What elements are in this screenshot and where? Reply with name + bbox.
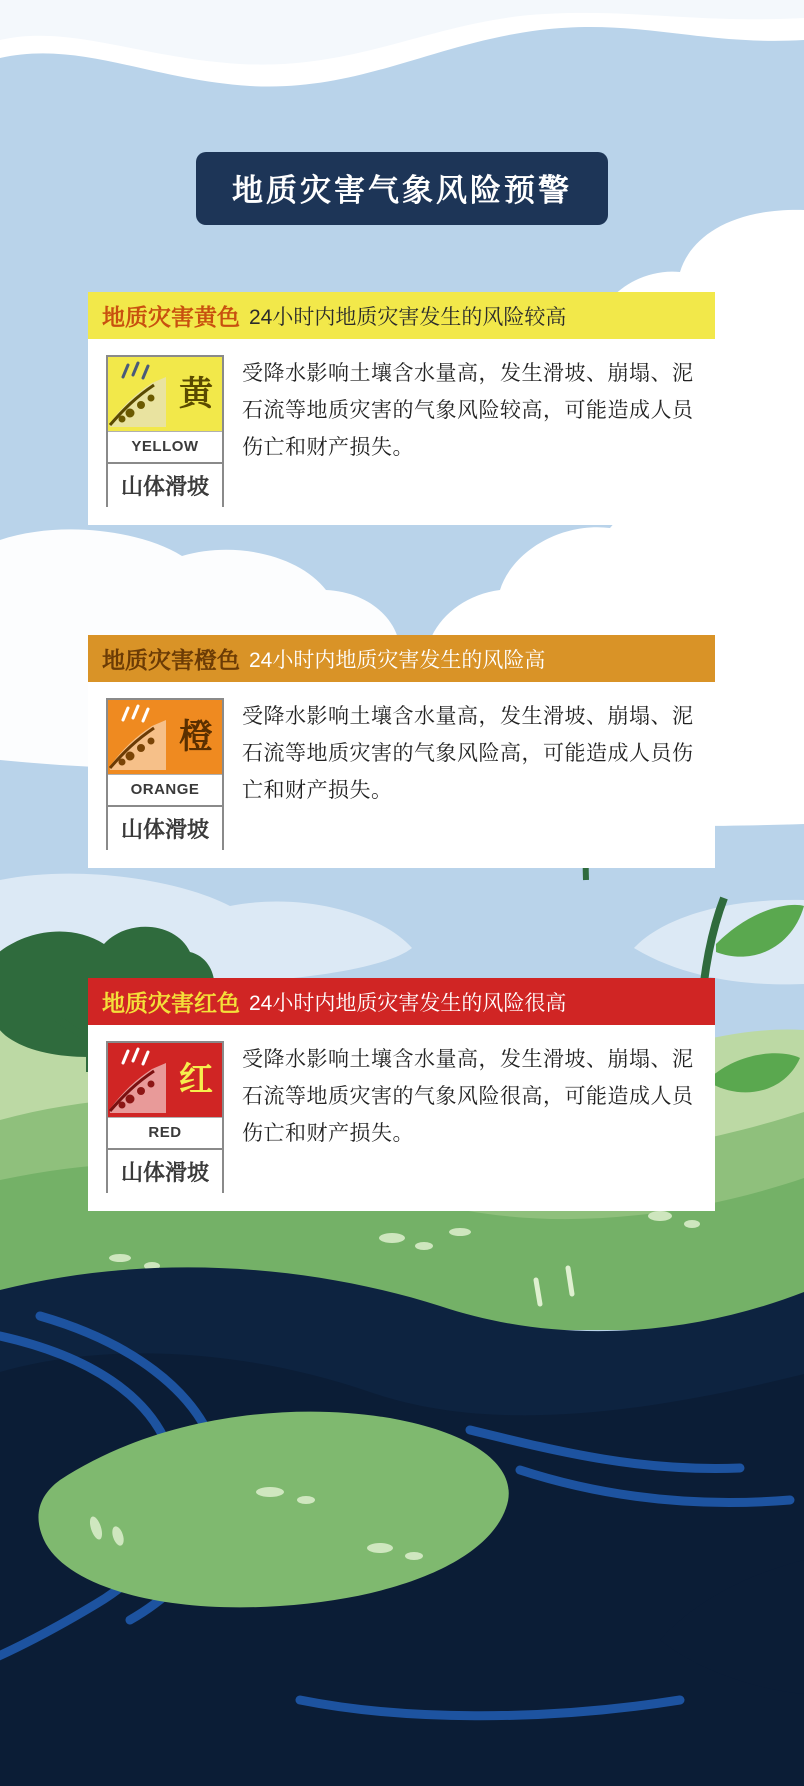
alert-text-yellow: 受降水影响土壤含水量高，发生滑坡、崩塌、泥石流等地质灾害的气象风险较高，可能造成人员伤亡和财产损失。 bbox=[242, 362, 694, 459]
sign-char-yellow: 黄 bbox=[179, 375, 213, 413]
sign-cn-orange: 山体滑坡 bbox=[108, 807, 222, 853]
sign-en-orange: ORANGE bbox=[108, 774, 222, 807]
landslide-icon-svg bbox=[108, 357, 170, 431]
alert-header-yellow bbox=[88, 292, 715, 339]
landslide-icon bbox=[108, 357, 170, 431]
page-title-wrap bbox=[0, 152, 804, 225]
page-title: 地质灾害气象风险预警 bbox=[196, 152, 608, 225]
alert-header-orange bbox=[88, 635, 715, 682]
alert-level-desc-red: 24小时内地质灾害发生的风险很高 bbox=[249, 991, 567, 1015]
sign-cn-red: 山体滑坡 bbox=[108, 1150, 222, 1196]
alert-card-yellow bbox=[88, 292, 715, 525]
alert-body-orange bbox=[88, 682, 715, 868]
landslide-icon-svg bbox=[108, 1043, 170, 1117]
alert-body-red bbox=[88, 1025, 715, 1211]
landslide-icon-svg bbox=[108, 700, 170, 774]
alert-level-desc-yellow: 24小时内地质灾害发生的风险较高 bbox=[249, 305, 567, 329]
alert-card-orange bbox=[88, 635, 715, 868]
landslide-icon bbox=[108, 700, 170, 774]
alert-card-red bbox=[88, 978, 715, 1211]
warning-sign-orange bbox=[106, 698, 224, 850]
alert-header-red bbox=[88, 978, 715, 1025]
rain-drops-icon bbox=[123, 363, 148, 378]
alert-text-orange: 受降水影响土壤含水量高，发生滑坡、崩塌、泥石流等地质灾害的气象风险高，可能造成人员伤亡和财产损失。 bbox=[242, 705, 694, 802]
sign-en-red: RED bbox=[108, 1117, 222, 1150]
alert-level-label-red: 地质灾害红色 bbox=[102, 990, 240, 1016]
sign-cn-yellow: 山体滑坡 bbox=[108, 464, 222, 510]
alert-level-label-orange: 地质灾害橙色 bbox=[102, 647, 240, 673]
warning-sign-top-orange bbox=[108, 700, 222, 774]
sign-en-yellow: YELLOW bbox=[108, 431, 222, 464]
warning-sign-red bbox=[106, 1041, 224, 1193]
alert-level-label-yellow: 地质灾害黄色 bbox=[102, 304, 240, 330]
rain-drops-icon bbox=[123, 1049, 148, 1064]
alert-text-red: 受降水影响土壤含水量高，发生滑坡、崩塌、泥石流等地质灾害的气象风险很高，可能造成人员伤亡和财产损失。 bbox=[242, 1048, 694, 1145]
alert-level-desc-orange: 24小时内地质灾害发生的风险高 bbox=[249, 648, 546, 672]
warning-sign-yellow bbox=[106, 355, 224, 507]
landslide-icon bbox=[108, 1043, 170, 1117]
warning-sign-top-yellow bbox=[108, 357, 222, 431]
rain-drops-icon bbox=[123, 706, 148, 721]
alert-body-yellow bbox=[88, 339, 715, 525]
sign-char-red: 红 bbox=[179, 1061, 213, 1099]
warning-sign-top-red bbox=[108, 1043, 222, 1117]
sign-char-orange: 橙 bbox=[179, 718, 213, 756]
